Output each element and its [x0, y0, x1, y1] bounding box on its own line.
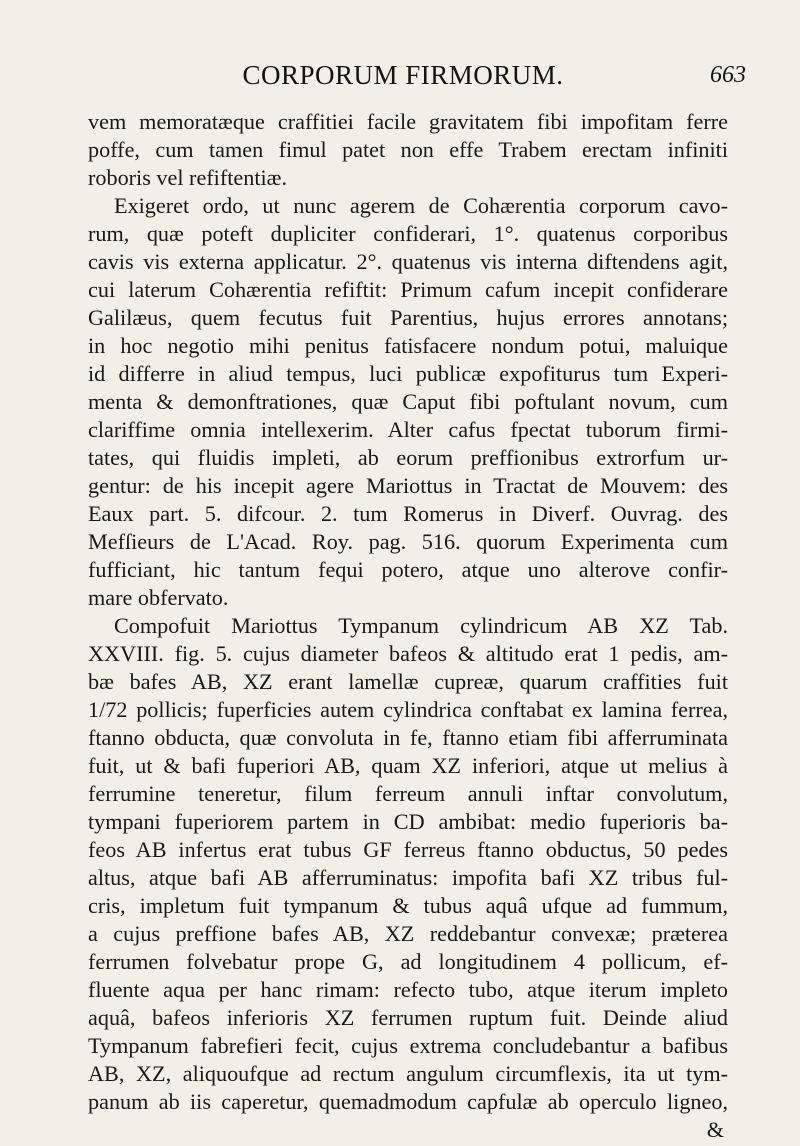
text-line: altus, atque bafi AB afferruminatus: impofita bafi XZ tribus ful- [88, 865, 728, 890]
text-line: clariffime omnia intellexerim. Alter cafus fpectat tuborum firmi- [88, 417, 728, 442]
text-line: Galilæus, quem fecutus fuit Parentius, hujus errores annotans; [88, 305, 728, 330]
text-line: tympani fuperiorem partem in CD ambibat: medio fuperioris ba- [88, 809, 728, 834]
text-line: id differre in aliud tempus, luci publicæ expofiturus tum Experi- [88, 361, 728, 386]
text-line: fufficiant, hic tantum fequi potero, atque uno alterove confir- [88, 557, 728, 582]
text-line: cris, impletum fuit tympanum & tubus aquâ ufque ad fummum, [88, 893, 728, 918]
text-line: cui laterum Cohærentia refiftit: Primum cafum incepit confiderare [88, 277, 728, 302]
text-line: fuit, ut & bafi fuperiori AB, quam XZ inferiori, atque ut melius à [88, 753, 728, 778]
text-line: vem memoratæque craffitiei facile gravitatem fibi impofitam ferre [88, 109, 728, 134]
text-line: Eaux part. 5. difcour. 2. tum Romerus in Diverf. Ouvrag. des [88, 501, 728, 526]
text-line: Compofuit Mariottus Tympanum cylindricum AB XZ Tab. [114, 613, 728, 638]
text-line: ferrumine teneretur, filum ferreum annuli inftar convolutum, [88, 781, 728, 806]
text-line: poffe, cum tamen fimul patet non effe Trabem erectam infiniti [88, 137, 728, 162]
text-line: aquâ, bafeos inferioris XZ ferrumen ruptum fuit. Deinde aliud [88, 1005, 728, 1030]
text-line: Exigeret ordo, ut nunc agerem de Cohærentia corporum cavo- [114, 193, 728, 218]
page-header [60, 60, 746, 100]
text-line: roboris vel refiftentiæ. [88, 165, 288, 190]
catchword: & [706, 1117, 724, 1142]
text-line: tates, qui fluidis impleti, ab eorum preffionibus extrorfum ur- [88, 445, 728, 470]
text-line: in hoc negotio mihi penitus fatisfacere nondum potui, maluique [88, 333, 728, 358]
text-line: 1/72 pollicis; fuperficies autem cylindrica conftabat ex lamina ferrea, [88, 697, 728, 722]
text-line: cavis vis externa applicatur. 2°. quatenus vis interna diftendens agit, [88, 249, 728, 274]
text-line: fluente aqua per hanc rimam: refecto tubo, atque iterum impleto [88, 977, 728, 1002]
text-line: rum, quæ poteft dupliciter confiderari, 1°. quatenus corporibus [88, 221, 728, 246]
page-number: 663 [710, 62, 746, 88]
text-line: Tympanum fabrefieri fecit, cujus extrema concludebantur a bafibus [88, 1033, 728, 1058]
text-line: ftanno obducta, quæ convoluta in fe, ftanno etiam fibi afferruminata [88, 725, 728, 750]
text-line: feos AB infertus erat tubus GF ferreus ftanno obductus, 50 pedes [88, 837, 728, 862]
text-line: menta & demonftrationes, quæ Caput fibi poftulant novum, cum [88, 389, 728, 414]
text-line: mare obfervato. [88, 585, 229, 610]
text-line: a cujus preffione bafes AB, XZ reddebantur convexæ; præterea [88, 921, 728, 946]
text-line: ferrumen folvebatur prope G, ad longitudinem 4 pollicum, ef- [88, 949, 728, 974]
running-head: CORPORUM FIRMORUM. [242, 60, 564, 90]
body-text [88, 108, 728, 1144]
text-line: panum ab iis caperetur, quemadmodum capfulæ ab operculo ligneo, [88, 1089, 728, 1114]
text-line: AB, XZ, aliquoufque ad rectum angulum circumflexis, ita ut tym- [88, 1061, 728, 1086]
text-line: XXVIII. fig. 5. cujus diameter bafeos & altitudo erat 1 pedis, am- [88, 641, 728, 666]
text-line: Mefſieurs de L'Acad. Roy. pag. 516. quorum Experimenta cum [88, 529, 728, 554]
text-line: bæ bafes AB, XZ erant lamellæ cupreæ, quarum craffities fuit [88, 669, 728, 694]
text-line: gentur: de his incepit agere Mariottus in Tractat de Mouvem: des [88, 473, 728, 498]
